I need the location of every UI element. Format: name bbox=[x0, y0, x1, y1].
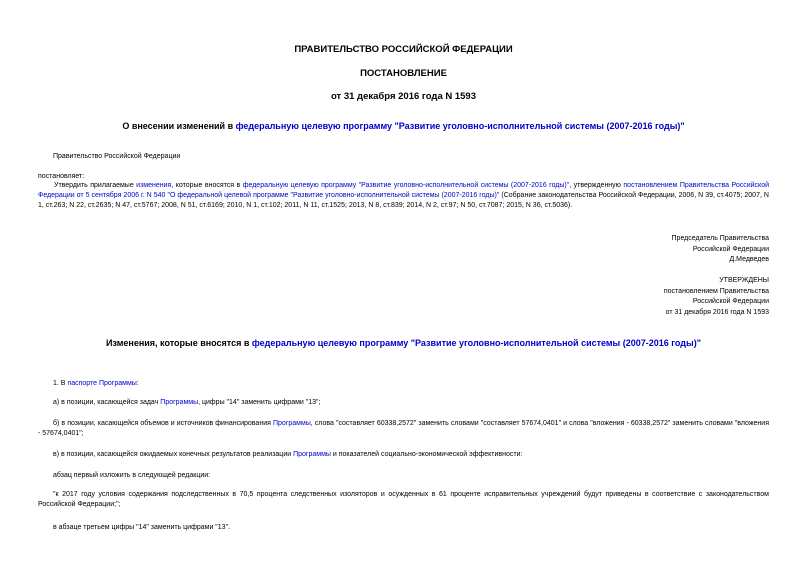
preamble-decrees: постановляет: bbox=[38, 173, 85, 180]
doc-type-heading: ПОСТАНОВЛЕНИЕ bbox=[360, 68, 447, 79]
item-p3: в абзаце третьем цифры "14" заменить цифрами "13". bbox=[53, 524, 231, 531]
title-prefix: О внесении изменений в bbox=[122, 121, 236, 131]
item-v bbox=[53, 450, 522, 460]
approved-country: Российской Федерации bbox=[692, 298, 769, 305]
decree-paragraph bbox=[38, 181, 769, 211]
approved-block bbox=[664, 276, 769, 318]
item-a-suffix: , цифры "14" заменить цифрами "13"; bbox=[198, 399, 321, 406]
item-b-suffix: , слова "составляет 60338,2572" заменить словами "составляет 57674,0401" и слова "вложения - 60338,2572" заменить словами "вложения - 57674,0401"; bbox=[38, 420, 769, 437]
program-link-3[interactable]: федеральную целевую программу "Развитие уголовно-исполнительной системы (2007-2016 годы)" bbox=[251, 338, 701, 348]
approved-date: от 31 декабря 2016 года N 1593 bbox=[665, 308, 769, 316]
date-number-heading: от 31 декабря 2016 года N 1593 bbox=[330, 91, 476, 102]
program-link[interactable]: федеральную целевую программу "Развитие уголовно-исполнительной системы (2007-2016 годы)" bbox=[235, 121, 685, 131]
item-1-suffix: : bbox=[136, 380, 139, 387]
program-link-v[interactable]: Программы bbox=[293, 451, 331, 458]
org-heading: ПРАВИТЕЛЬСТВО РОССИЙСКОЙ ФЕДЕРАЦИИ bbox=[294, 44, 513, 55]
decree-text-2: , которые вносятся в bbox=[171, 182, 243, 189]
item-1 bbox=[53, 379, 139, 389]
item-v-suffix: и показателей социально-экономической эффективности: bbox=[330, 451, 523, 458]
item-a bbox=[53, 398, 320, 408]
passport-link[interactable]: паспорте Программы bbox=[67, 380, 137, 387]
program-link-b[interactable]: Программы bbox=[272, 420, 311, 427]
item-p2: "к 2017 году условия содержания подследственных в 70,5 процента следственных изоляторов и осужденных в 61 проценте исправительных учреждений будут приведены в соответствие с законодательством Российской Федерации;"; bbox=[38, 491, 769, 508]
item-a-prefix: а) в позиции, касающейся задач bbox=[53, 399, 161, 406]
program-link-a[interactable]: Программы bbox=[160, 399, 199, 406]
changes-title-prefix: Изменения, которые вносятся в bbox=[106, 338, 252, 348]
signature-name: Д.Медведев bbox=[729, 256, 769, 263]
item-p1: абзац первый изложить в следующей редакции: bbox=[53, 472, 211, 479]
signature-country: Российской Федерации bbox=[692, 245, 769, 253]
approved-resolution: постановлением Правительства bbox=[663, 287, 769, 295]
signature-position: Председатель Правительства bbox=[671, 235, 769, 242]
decree-text-1: Утвердить прилагаемые bbox=[54, 182, 137, 189]
preamble-government: Правительство Российской Федерации bbox=[53, 153, 181, 160]
approved-label: УТВЕРЖДЕНЫ bbox=[719, 277, 769, 284]
program-link-2[interactable]: федеральную целевую программу "Развитие уголовно-исполнительной системы (2007-2016 годы)" bbox=[242, 182, 570, 189]
document-title bbox=[0, 121, 807, 131]
resolution-540-link[interactable]: постановлением Правительства Российской Федерации от 5 сентября 2006 г. N 540 "О федеральной целевой программе "Развитие уголовно-исполнительной системы (2007-2016 годы)" bbox=[38, 182, 770, 199]
item-b bbox=[38, 419, 769, 439]
changes-link[interactable]: изменения bbox=[136, 182, 172, 189]
decree-text-3: , утвержденную bbox=[569, 182, 624, 189]
changes-title bbox=[0, 338, 807, 348]
item-v-prefix: в) в позиции, касающейся ожидаемых конечных результатов реализации bbox=[53, 451, 294, 458]
item-b-prefix: б) в позиции, касающейся объемов и источников финансирования bbox=[53, 420, 273, 427]
decree-text-4: (Собрание законодательства Российской Федерации, 2006, N 39, ст.4075; 2007, N 1, ст.263; N 22, ст.2635; N 47, ст.5767; 2008, N 51, ст.6169; 2010, N 1, ст.102; 2011, N 11, ст.1525; 2013, N 8, ст.839; 2014, N 2, ст.97; N 50, ст.7087; 2015, N 36, ст.5036). bbox=[38, 192, 769, 209]
signature-block bbox=[672, 234, 769, 266]
item-1-prefix: 1. В bbox=[53, 380, 68, 387]
